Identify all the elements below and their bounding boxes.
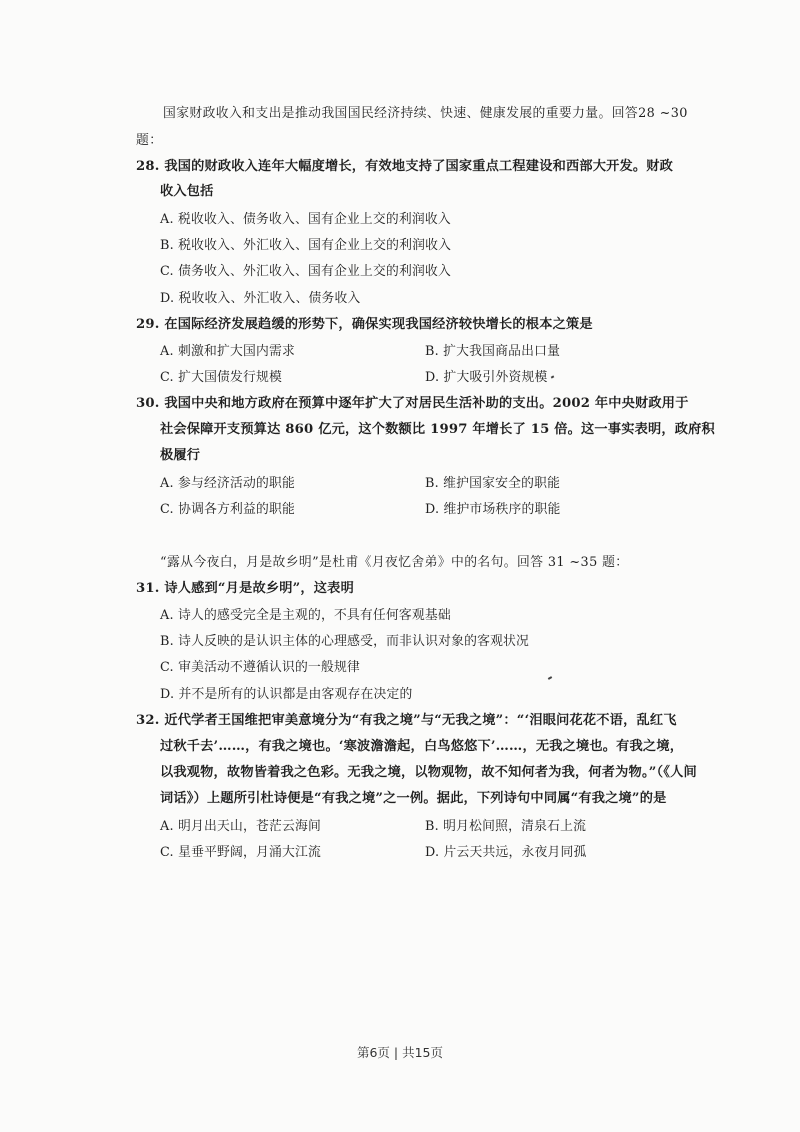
question-28-stem-text1: 我国的财政收入连年大幅度增长，有效地支持了国家重点工程建设和西部大开发。财政 [164,159,674,174]
question-31-number: 31. [136,581,160,596]
question-28-stem-line1 [136,158,673,176]
question-29-number: 29. [136,317,160,332]
question-32-stem-line1 [136,712,677,730]
question-28-option-a: A. 税收收入、债务收入、国有企业上交的利润收入 [160,212,451,227]
question-30-option-a: A. 参与经济活动的职能 [160,476,295,491]
question-32-stem-line3: 以我观物，故物皆着我之色彩。无我之境，以物观物，故不知何者为我，何者为物。”（《人间 [160,765,697,780]
question-30-stem-line1 [136,395,689,413]
passage-intro-finance-line2: 题： [136,133,163,148]
question-28-option-c: C. 债务收入、外汇收入、国有企业上交的利润收入 [160,264,452,279]
question-31-stem-text: 诗人感到“月是故乡明”，这表明 [164,581,354,596]
question-29-stem-text: 在国际经济发展趋缓的形势下，确保实现我国经济较快增长的根本之策是 [164,317,593,332]
question-32-number: 32. [136,713,160,728]
question-29-option-c: C. 扩大国债发行规模 [160,370,283,385]
question-31-option-b: B. 诗人反映的是认识主体的心理感受，而非认识对象的客观状况 [160,634,530,649]
question-31-option-c: C. 审美活动不遵循认识的一般规律 [160,660,361,675]
question-28-option-b: B. 税收收入、外汇收入、国有企业上交的利润收入 [160,238,452,253]
passage-intro-dufu: “露从今夜白，月是故乡明”是杜甫《月夜忆舍弟》中的名句。回答 31 ~35 题： [160,555,629,570]
question-32-option-b: B. 明月松间照，清泉石上流 [425,819,587,834]
question-30-stem-text1: 我国中央和地方政府在预算中逐年扩大了对居民生活补助的支出。2002 年中央财政用于 [164,396,689,411]
page-footer: 第6页 | 共15页 [356,1045,444,1060]
scan-speck [551,375,555,378]
question-32-stem-line2: 过秋千去’……，有我之境也。‘寒波澹澹起，白鸟悠悠下’……，无我之境也。有我之境， [160,739,684,754]
question-31-option-a: A. 诗人的感受完全是主观的，不具有任何客观基础 [160,608,451,623]
question-29-option-b: B. 扩大我国商品出口量 [425,344,561,359]
question-29-option-d: D. 扩大吸引外资规模 [425,370,548,385]
question-32-option-a: A. 明月出天山，苍茫云海间 [160,819,321,834]
question-30-option-d: D. 维护市场秩序的职能 [425,502,561,517]
question-32-option-c: C. 星垂平野阔，月涌大江流 [160,845,322,860]
question-28-stem-line2: 收入包括 [160,184,214,199]
question-30-stem-line3: 极履行 [160,448,201,463]
question-32-stem-line4: 词话》）上题所引杜诗便是“有我之境”之一例。据此，下列诗句中同属“有我之境”的是 [160,791,667,806]
question-28-option-d: D. 税收收入、外汇收入、债务收入 [160,291,361,306]
question-30-option-b: B. 维护国家安全的职能 [425,476,561,491]
scan-speck [548,676,552,680]
question-31-option-d: D. 并不是所有的认识都是由客观存在决定的 [160,687,413,702]
question-32-option-d: D. 片云天共远，永夜月同孤 [425,845,587,860]
passage-intro-finance-line1: 国家财政收入和支出是推动我国国民经济持续、快速、健康发展的重要力量。回答28 ~30 [163,106,688,121]
question-32-stem-text1: 近代学者王国维把审美意境分为“有我之境”与“无我之境”：“‘泪眼问花花不语，乱红飞 [164,713,677,728]
question-30-option-c: C. 协调各方利益的职能 [160,502,296,517]
question-28-number: 28. [136,159,160,174]
question-30-stem-line2: 社会保障开支预算达 860 亿元，这个数额比 1997 年增长了 15 倍。这一事实表明，政府积 [160,422,715,437]
question-29-option-a: A. 刺激和扩大国内需求 [160,344,295,359]
question-31-stem [136,580,354,598]
question-30-number: 30. [136,396,160,411]
question-29-stem [136,316,593,334]
